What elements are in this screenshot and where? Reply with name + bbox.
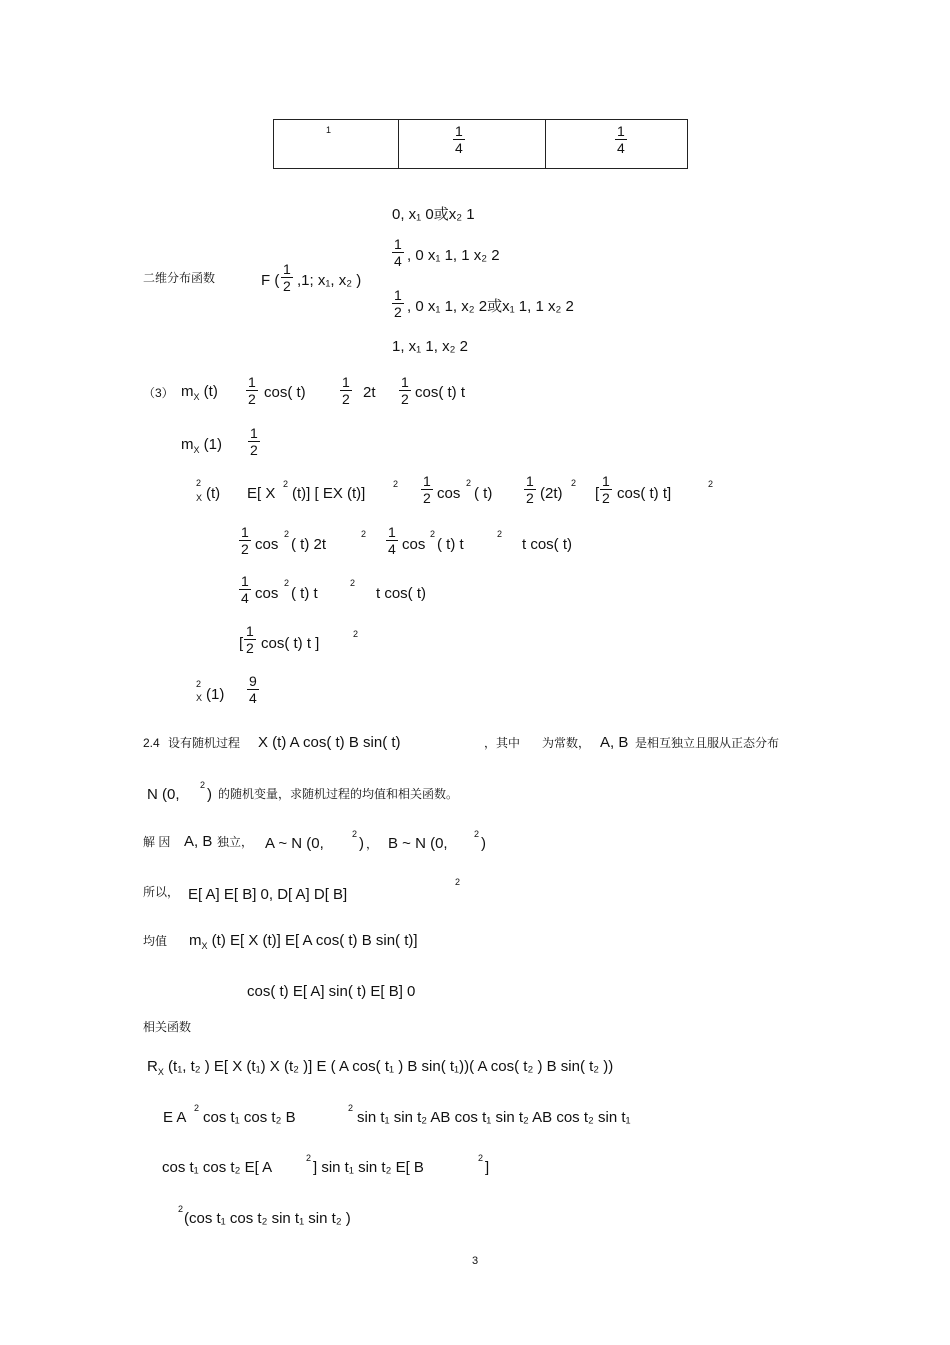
mean-lhs: $m_X$ (t): [181, 383, 218, 402]
variance-line-1-sup-4: 2: [571, 478, 577, 488]
solution-a-dist: A ~ N (0,: [265, 835, 324, 852]
variance-line-1-sup: 2: [283, 479, 289, 489]
variance-line-2-a: cos: [255, 536, 279, 553]
problem-text-4: 是相互独立且服从正态分布: [635, 736, 780, 750]
variance-line-1-d: (2t): [540, 485, 563, 502]
variance-line-4-b: cos( t) t ]: [261, 635, 320, 652]
solution-corr-line-2-sup-2: 2: [348, 1103, 354, 1113]
solution-ab: A, B: [184, 833, 213, 850]
mean-frac-2: $\frac{1}{2}$: [342, 374, 350, 407]
distribution-lhs-half: $\frac{1}{2}$: [283, 261, 291, 294]
problem-normal-close: ): [207, 786, 212, 803]
distribution-label: 二维分布函数: [143, 271, 216, 285]
table-cell-1: [273, 119, 399, 169]
distribution-case-3: , 0 x₁ 1, x₂ 2或x₁ 1, 1 x₂ 2: [407, 298, 574, 315]
problem-text-5: 的随机变量，求随机过程的均值和相关函数。: [218, 787, 459, 801]
variance-line-2-d: ( t) t: [437, 536, 464, 553]
variance-line-2-e: t cos( t): [522, 536, 573, 553]
solution-junzhi: 均值: [143, 934, 168, 948]
variance-line-3-b: ( t) t: [291, 585, 318, 602]
distribution-case-1: 0, x₁ 0或x₂ 1: [392, 206, 475, 223]
solution-corr-line-3-sup-2: 2: [478, 1153, 484, 1163]
variance-line-1-e: [: [595, 485, 600, 502]
solution-mean-line-1: $m_X$ (t) E[ X (t)] E[ A cos( t) B sin( t)]: [189, 932, 418, 951]
table-cell-1-value: 1: [326, 125, 332, 135]
solution-b-dist: B ~ N (0,: [388, 835, 448, 852]
solution-suoyi: 所以，: [143, 885, 180, 899]
table-cell-2-fraction: $\frac{1}{4}$: [455, 123, 463, 156]
distribution-case-3-fraction: $\frac{1}{2}$: [394, 287, 402, 320]
distribution-lhs-f: F (: [261, 272, 280, 289]
solution-corr-line-2-sup-1: 2: [194, 1103, 200, 1113]
mean-at-1-lhs: $m_X$ (1): [181, 436, 223, 455]
variance-line-3-frac: $\frac{1}{4}$: [241, 573, 249, 606]
solution-expect-sup: 2: [455, 877, 461, 887]
variance-line-2-frac-1: $\frac{1}{2}$: [241, 524, 249, 557]
variance-line-4-a: [: [239, 635, 244, 652]
page-number: 3: [472, 1255, 479, 1267]
variance-at-1-sub: X: [196, 693, 203, 703]
table-cell-2: [398, 119, 546, 169]
problem-number: 2.4: [143, 736, 160, 750]
variance-at-1-sup: 2: [196, 679, 202, 689]
variance-line-2-c: cos: [402, 536, 426, 553]
solution-corr-line-2-c: sin t₁ sin t₂ AB cos t₁ sin t₂ AB cos t₂ sin t₁: [357, 1109, 631, 1126]
distribution-lhs-args: ,1; x₁, x₂ ): [297, 272, 362, 289]
solution-corr-line-4: (cos t₁ cos t₂ sin t₁ sin t₂ ): [184, 1210, 351, 1227]
variance-line-2-frac-2: $\frac{1}{4}$: [388, 524, 396, 557]
table-cell-3-fraction: $\frac{1}{4}$: [617, 123, 625, 156]
variance-line-2-sup-3: 2: [430, 529, 436, 539]
solution-corr-line-3-a: cos t₁ cos t₂ E[ A: [162, 1159, 273, 1176]
problem-text-3: 为常数，: [542, 736, 591, 750]
problem-normal: N (0,: [147, 786, 180, 803]
variance-line-1-frac-1: $\frac{1}{2}$: [423, 473, 431, 506]
part-3-label: （3）: [143, 386, 174, 400]
variance-line-2-sup-2: 2: [361, 529, 367, 539]
variance-line-1-frac-2: $\frac{1}{2}$: [526, 473, 534, 506]
solution-a-sup: 2: [352, 829, 358, 839]
solution-b-sup: 2: [474, 829, 480, 839]
variance-line-1-c: ( t): [474, 485, 493, 502]
mean-term-2: 2t: [363, 384, 376, 401]
variance-line-2-b: ( t) 2t: [291, 536, 327, 553]
solution-corr-line-3-sup-1: 2: [306, 1153, 312, 1163]
solution-comma: ，: [366, 837, 379, 851]
distribution-case-4: 1, x₁ 1, x₂ 2: [392, 338, 468, 355]
distribution-case-2-fraction: $\frac{1}{4}$: [394, 236, 402, 269]
mean-term-3: cos( t) t: [415, 384, 466, 401]
variance-line-3-a: cos: [255, 585, 279, 602]
mean-frac-3: $\frac{1}{2}$: [401, 374, 409, 407]
solution-corr-line-2-a: E A: [163, 1109, 187, 1126]
variance-line-3-sup-1: 2: [284, 578, 290, 588]
distribution-case-2: , 0 x₁ 1, 1 x₂ 2: [407, 247, 500, 264]
variance-at-1-value: $\frac{9}{4}$: [249, 673, 257, 706]
problem-text-2: ，其中: [484, 736, 521, 750]
variance-line-1-b: (t)] [ EX (t)]: [292, 485, 366, 502]
variance-line-1-sup-5: 2: [708, 479, 714, 489]
solution-expectations: E[ A] E[ B] 0, D[ A] D[ B]: [188, 886, 348, 903]
solution-a-close: ): [359, 835, 364, 852]
solution-xiangguan: 相关函数: [143, 1020, 192, 1034]
variance-sup: 2: [196, 478, 202, 488]
solution-duli: 独立，: [217, 835, 254, 849]
solution-corr-line-3-c: ]: [485, 1159, 490, 1176]
variance-line-1-frac-3: $\frac{1}{2}$: [602, 473, 610, 506]
mean-term-1: cos( t): [264, 384, 306, 401]
variance-line-2-sup-1: 2: [284, 529, 290, 539]
solution-corr-line-1: $R_X$ (t₁, t₂ ) E[ X (t₁) X (t₂ )] E ( A cos( t₁ ) B sin( t₁))( A cos( t₂ ) B sin( t₂ )): [147, 1058, 614, 1077]
mean-at-1-value: $\frac{1}{2}$: [250, 425, 258, 458]
problem-ab: A, B: [600, 734, 629, 751]
variance-sub: X: [196, 493, 203, 503]
solution-corr-line-4-sup: 2: [178, 1204, 184, 1214]
variance-line-1-sup-3: 2: [466, 478, 472, 488]
solution-b-close: ): [481, 835, 486, 852]
variance-line-1-cos: cos: [437, 485, 461, 502]
mean-frac-1: $\frac{1}{2}$: [248, 374, 256, 407]
variance-line-1-sup-2: 2: [393, 479, 399, 489]
problem-normal-sup: 2: [200, 780, 206, 790]
variance-at-1-arg: (1): [206, 686, 225, 703]
variance-line-1-f: cos( t) t]: [617, 485, 672, 502]
variance-line-3-c: t cos( t): [376, 585, 427, 602]
variance-line-3-sup-2: 2: [350, 578, 356, 588]
variance-line-1-a: E[ X: [247, 485, 276, 502]
variance-line-2-sup-4: 2: [497, 529, 503, 539]
variance-line-4-sup: 2: [353, 629, 359, 639]
table-cell-3: [545, 119, 688, 169]
variance-line-4-frac: $\frac{1}{2}$: [246, 623, 254, 656]
problem-process: X (t) A cos( t) B sin( t): [258, 734, 401, 751]
solution-corr-line-3-b: ] sin t₁ sin t₂ E[ B: [313, 1159, 424, 1176]
solution-mean-line-2: cos( t) E[ A] sin( t) E[ B] 0: [247, 983, 416, 1000]
solution-corr-line-2-b: cos t₁ cos t₂ B: [203, 1109, 296, 1126]
solution-jie: 解 因: [143, 835, 171, 849]
variance-arg: (t): [206, 485, 221, 502]
problem-text-1: 设有随机过程: [168, 736, 241, 750]
